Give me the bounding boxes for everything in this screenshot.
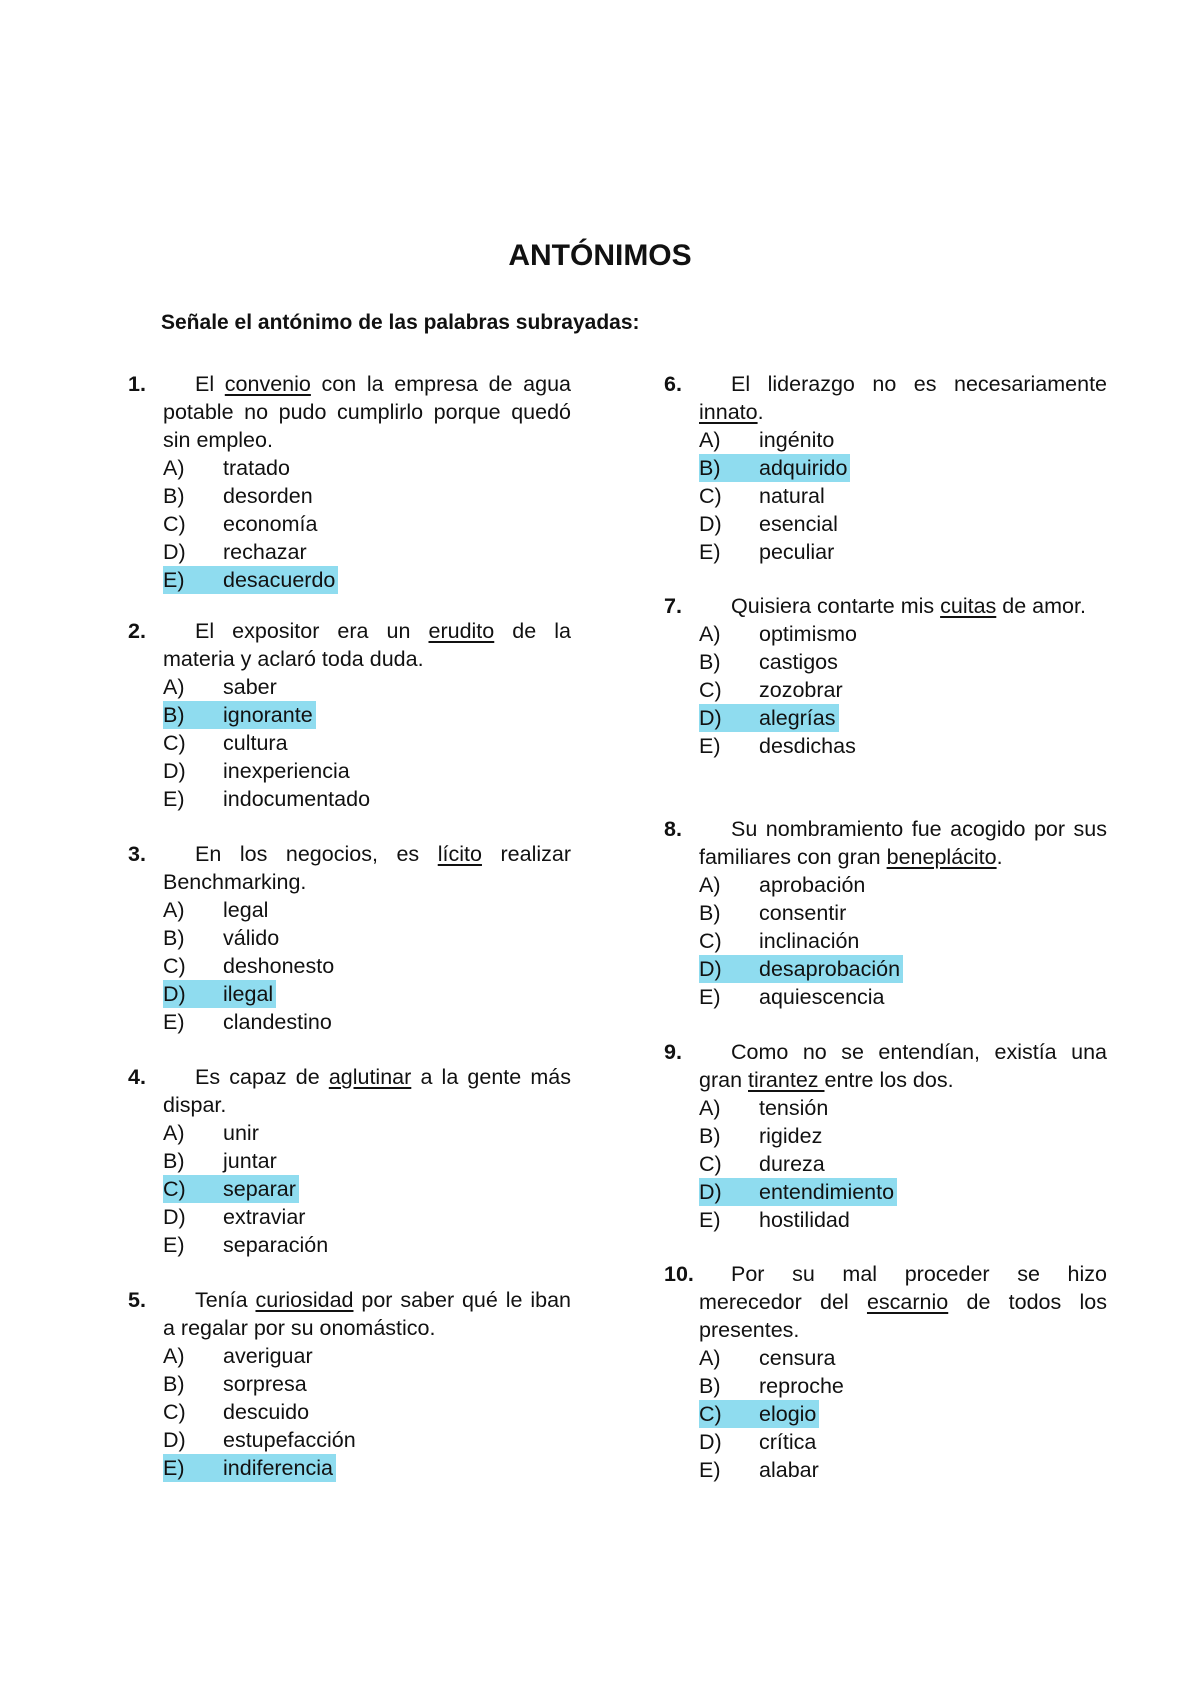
question-5 [128,1286,571,1482]
underlined-word: beneplácito [886,845,997,869]
option-letter: C) [699,1152,722,1176]
question-3 [128,840,571,1036]
stem-text: entre los dos. [824,1068,954,1092]
stem-text: Su nombramiento fue acogido por sus familiares con gran [699,817,1107,869]
option-text: clandestino [223,1010,332,1034]
underlined-word: cuitas [940,594,997,618]
stem-text: En los negocios, es [195,842,438,866]
question-number: 9. [664,1040,682,1064]
underlined-word: curiosidad [255,1288,354,1312]
option-letter: B) [699,901,721,925]
question-number: 1. [128,372,146,396]
option-text: rigidez [759,1124,823,1148]
option-text: reproche [759,1374,844,1398]
option-letter: B) [163,1372,185,1396]
stem-text: Es capaz de [195,1065,329,1089]
answer-option [163,924,571,952]
option-text: cultura [223,731,288,755]
option-text: tratado [223,456,290,480]
answer-option [163,1203,571,1231]
answer-option-highlighted [699,1400,1107,1428]
question-7 [664,592,1107,760]
option-letter: A) [699,428,721,452]
option-letter: A) [163,675,185,699]
option-letter: E) [163,1233,185,1257]
stem-text: . [996,845,1003,869]
answer-option [699,1372,1107,1400]
option-text: hostilidad [759,1208,850,1232]
option-letter: D) [163,1205,186,1229]
answer-option-highlighted [163,566,571,594]
question-number: 3. [128,842,146,866]
option-letter: B) [163,1149,185,1173]
option-letter: A) [699,1096,721,1120]
answer-option [699,732,1107,760]
option-text: desorden [223,484,313,508]
underlined-word: aglutinar [328,1065,412,1089]
option-letter: A) [699,1346,721,1370]
answer-option [699,676,1107,704]
option-letter: A) [163,898,185,922]
underlined-word: lícito [437,842,482,866]
stem-text: . [757,400,764,424]
answer-option [699,983,1107,1011]
option-letter: C) [163,954,186,978]
option-text: descuido [223,1400,310,1424]
answer-option [699,1206,1107,1234]
option-text: aquiescencia [759,985,885,1009]
option-text: censura [759,1346,836,1370]
option-letter: C) [163,1400,186,1424]
option-text: unir [223,1121,259,1145]
answer-option [699,620,1107,648]
option-letter: C) [699,678,722,702]
option-text: extraviar [223,1205,306,1229]
answer-option [163,454,571,482]
answer-option-highlighted [163,1175,571,1203]
option-letter: C) [699,484,722,508]
answer-option [163,1119,571,1147]
option-text: desaprobación [759,957,901,981]
option-letter: B) [163,484,185,508]
stem-text: El expositor era un [195,619,429,643]
stem-text: con la empresa de agua potable no pudo cumplirlo porque quedó sin empleo. [163,372,571,452]
question-number: 8. [664,817,682,841]
option-letter: C) [699,929,722,953]
option-letter: E) [163,1456,185,1480]
option-letter: A) [699,873,721,897]
answer-option [163,1008,571,1036]
option-text: rechazar [223,540,307,564]
question-1 [128,370,571,594]
option-text: crítica [759,1430,817,1454]
option-letter: D) [163,540,186,564]
answer-option [163,785,571,813]
option-text: averiguar [223,1344,313,1368]
question-stem [163,617,571,673]
answer-option [163,673,571,701]
answer-option [163,757,571,785]
answer-option-highlighted [699,454,1107,482]
option-letter: B) [163,926,185,950]
stem-text: Como no se entendían, existía una gran [699,1040,1107,1092]
option-letter: E) [699,985,721,1009]
question-stem [163,1063,571,1119]
option-letter: D) [699,957,722,981]
answer-option [699,538,1107,566]
stem-text: a la gente más dispar. [163,1065,571,1117]
option-text: entendimiento [759,1180,895,1204]
underlined-word: tirantez [748,1068,825,1092]
option-text: alegrías [759,706,836,730]
option-letter: E) [699,734,721,758]
question-stem [699,370,1107,426]
question-number: 10. [664,1262,694,1286]
option-letter: D) [699,706,722,730]
option-letter: A) [163,1121,185,1145]
option-text: consentir [759,901,847,925]
stem-text: realizar Benchmarking. [163,842,571,894]
option-letter: A) [163,456,185,480]
question-stem [163,840,571,896]
option-letter: D) [163,1428,186,1452]
option-letter: C) [699,1402,722,1426]
option-letter: A) [163,1344,185,1368]
answer-option [163,1147,571,1175]
stem-text: de amor. [996,594,1086,618]
answer-option [699,426,1107,454]
option-letter: B) [699,1124,721,1148]
instruction-text: Señale el antónimo de las palabras subrayadas: [161,311,640,334]
underlined-word: escarnio [866,1290,949,1314]
question-stem [699,815,1107,871]
option-text: ignorante [223,703,313,727]
option-text: esencial [759,512,838,536]
answer-option [163,729,571,757]
question-9 [664,1038,1107,1234]
option-text: juntar [223,1149,277,1173]
option-letter: E) [699,1458,721,1482]
question-number: 2. [128,619,146,643]
answer-option [163,1370,571,1398]
question-stem [163,1286,571,1342]
option-letter: A) [699,622,721,646]
option-letter: B) [163,703,185,727]
option-letter: E) [699,1208,721,1232]
option-text: castigos [759,650,838,674]
question-4 [128,1063,571,1259]
answer-option [699,1122,1107,1150]
option-letter: D) [163,759,186,783]
question-6 [664,370,1107,566]
option-text: dureza [759,1152,825,1176]
option-letter: B) [699,456,721,480]
option-text: inclinación [759,929,860,953]
answer-option [163,510,571,538]
option-letter: E) [699,540,721,564]
answer-option-highlighted [699,955,1107,983]
question-stem [699,592,1107,620]
option-letter: D) [699,1180,722,1204]
answer-option [163,896,571,924]
answer-option-highlighted [699,704,1107,732]
option-text: adquirido [759,456,848,480]
option-text: desacuerdo [223,568,336,592]
option-text: ingénito [759,428,835,452]
answer-option [699,1456,1107,1484]
option-text: válido [223,926,280,950]
option-text: zozobrar [759,678,843,702]
answer-option [699,1094,1107,1122]
stem-text: Por su mal proceder se hizo merecedor del [699,1262,1107,1314]
option-text: inexperiencia [223,759,350,783]
option-text: tensión [759,1096,829,1120]
option-letter: B) [699,650,721,674]
option-letter: D) [699,512,722,536]
stem-text: El [195,372,225,396]
question-number: 7. [664,594,682,618]
question-number: 6. [664,372,682,396]
page-title: ANTÓNIMOS [508,239,692,272]
answer-option [163,1342,571,1370]
stem-text: de la materia y aclaró toda duda. [163,619,571,671]
option-text: natural [759,484,825,508]
option-letter: B) [699,1374,721,1398]
answer-option [699,1150,1107,1178]
option-letter: C) [163,512,186,536]
option-text: separación [223,1233,329,1257]
option-text: separar [223,1177,296,1201]
option-letter: C) [163,731,186,755]
answer-option [163,538,571,566]
question-2 [128,617,571,813]
answer-option [699,648,1107,676]
option-text: saber [223,675,277,699]
answer-option [163,1398,571,1426]
option-letter: E) [163,1010,185,1034]
answer-option [699,899,1107,927]
option-text: optimismo [759,622,857,646]
option-text: indiferencia [223,1456,333,1480]
option-text: aprobación [759,873,866,897]
question-number: 4. [128,1065,146,1089]
option-letter: E) [163,568,185,592]
answer-option-highlighted [163,980,571,1008]
option-letter: D) [699,1430,722,1454]
answer-option [163,952,571,980]
stem-text: El liderazgo no es necesariamente [731,372,1107,396]
option-text: desdichas [759,734,856,758]
question-number: 5. [128,1288,146,1312]
answer-option-highlighted [163,701,571,729]
underlined-word: convenio [224,372,311,396]
question-8 [664,815,1107,1011]
option-text: peculiar [759,540,835,564]
stem-text: Quisiera contarte mis [731,594,941,618]
option-letter: C) [163,1177,186,1201]
question-10 [664,1260,1107,1484]
option-text: ilegal [223,982,274,1006]
answer-option-highlighted [699,1178,1107,1206]
answer-option [163,482,571,510]
option-text: indocumentado [223,787,371,811]
stem-text: de todos los presentes. [699,1290,1107,1342]
option-text: elogio [759,1402,817,1426]
stem-text: Tenía [195,1288,256,1312]
answer-option [699,1428,1107,1456]
underlined-word: innato [699,400,758,424]
option-text: economía [223,512,318,536]
question-stem [699,1038,1107,1094]
option-letter: E) [163,787,185,811]
answer-option [699,871,1107,899]
answer-option-highlighted [163,1454,571,1482]
answer-option [699,927,1107,955]
question-stem [163,370,571,454]
underlined-word: erudito [428,619,495,643]
answer-option [699,482,1107,510]
answer-option [699,510,1107,538]
stem-text: por saber qué le iban a regalar por su onomástico. [163,1288,571,1340]
option-text: alabar [759,1458,819,1482]
option-text: sorpresa [223,1372,307,1396]
answer-option [699,1344,1107,1372]
answer-option [163,1231,571,1259]
option-text: deshonesto [223,954,335,978]
question-stem [699,1260,1107,1344]
option-text: estupefacción [223,1428,356,1452]
option-text: legal [223,898,269,922]
option-letter: D) [163,982,186,1006]
answer-option [163,1426,571,1454]
